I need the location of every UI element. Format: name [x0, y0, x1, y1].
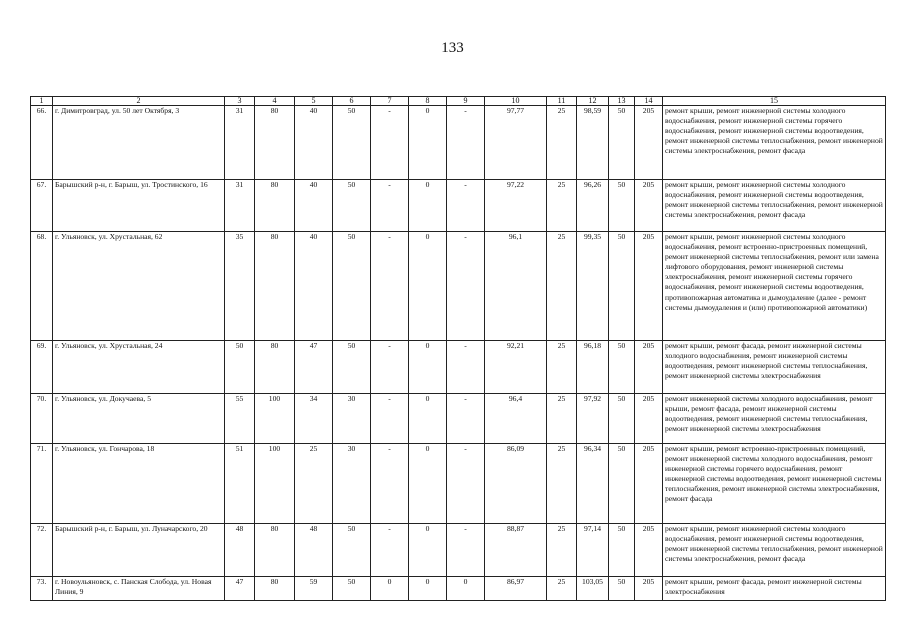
col-13: 50	[609, 524, 635, 577]
address: Барышский р-н, г. Барыш, ул. Луначарского, 20	[53, 524, 225, 577]
col-9: -	[447, 106, 485, 180]
column-header-3: 3	[225, 97, 255, 106]
table-row	[31, 577, 886, 601]
row-number: 72.	[31, 524, 53, 577]
col-4: 80	[255, 180, 295, 232]
col-5: 34	[295, 394, 333, 444]
table-row	[31, 180, 886, 232]
col-3: 35	[225, 232, 255, 341]
col-8: 0	[409, 180, 447, 232]
col-4: 80	[255, 577, 295, 601]
col-10: 86,97	[485, 577, 547, 601]
table-row	[31, 524, 886, 577]
col-11: 25	[547, 341, 577, 394]
col-3: 48	[225, 524, 255, 577]
col-7: -	[371, 106, 409, 180]
row-number: 70.	[31, 394, 53, 444]
col-10: 97,22	[485, 180, 547, 232]
col-14: 205	[635, 232, 663, 341]
col-12: 96,34	[577, 444, 609, 524]
col-7: -	[371, 341, 409, 394]
column-header-6: 6	[333, 97, 371, 106]
col-13: 50	[609, 341, 635, 394]
col-8: 0	[409, 232, 447, 341]
column-header-10: 10	[485, 97, 547, 106]
col-7: -	[371, 524, 409, 577]
col-5: 40	[295, 232, 333, 341]
row-number: 66.	[31, 106, 53, 180]
col-7: -	[371, 232, 409, 341]
col-6: 50	[333, 341, 371, 394]
col-6: 50	[333, 232, 371, 341]
col-5: 40	[295, 180, 333, 232]
col-7: -	[371, 394, 409, 444]
col-10: 97,77	[485, 106, 547, 180]
work-types: ремонт крыши, ремонт инженерной системы холодного водоснабжения, ремонт инженерной системы водоотведения, ремонт инженерной системы теплоснабжения, ремонт инженерной системы электроснабжения, ремонт фасада	[663, 180, 886, 232]
table-row	[31, 394, 886, 444]
work-types: ремонт крыши, ремонт встроенно-пристроенных помещений, ремонт инженерной системы холодного водоснабжения, ремонт инженерной системы горячего водоснабжения, ремонт инженерной системы водоотведения, ремонт инженерной системы теплоснабжения, ремонт инженерной системы электроснабжения, ремонт фасада	[663, 444, 886, 524]
col-5: 25	[295, 444, 333, 524]
col-13: 50	[609, 444, 635, 524]
col-14: 205	[635, 444, 663, 524]
col-7: 0	[371, 577, 409, 601]
address: г. Ульяновск, ул. Гончарова, 18	[53, 444, 225, 524]
col-14: 205	[635, 341, 663, 394]
address: г. Ульяновск, ул. Хрустальная, 62	[53, 232, 225, 341]
page-number: 133	[441, 40, 464, 56]
col-4: 80	[255, 232, 295, 341]
col-7: -	[371, 180, 409, 232]
col-3: 51	[225, 444, 255, 524]
col-4: 80	[255, 106, 295, 180]
col-4: 80	[255, 341, 295, 394]
col-10: 96,4	[485, 394, 547, 444]
col-11: 25	[547, 394, 577, 444]
col-4: 100	[255, 394, 295, 444]
col-9: -	[447, 341, 485, 394]
col-10: 86,09	[485, 444, 547, 524]
col-3: 55	[225, 394, 255, 444]
column-header-14: 14	[635, 97, 663, 106]
col-14: 205	[635, 394, 663, 444]
col-11: 25	[547, 524, 577, 577]
row-number: 69.	[31, 341, 53, 394]
column-header-7: 7	[371, 97, 409, 106]
table-row	[31, 232, 886, 341]
row-number: 67.	[31, 180, 53, 232]
col-5: 59	[295, 577, 333, 601]
col-6: 50	[333, 180, 371, 232]
col-3: 47	[225, 577, 255, 601]
col-7: -	[371, 444, 409, 524]
col-11: 25	[547, 180, 577, 232]
address: Барышский р-н, г. Барыш, ул. Тростинского, 16	[53, 180, 225, 232]
col-8: 0	[409, 394, 447, 444]
col-11: 25	[547, 444, 577, 524]
col-8: 0	[409, 524, 447, 577]
col-14: 205	[635, 180, 663, 232]
col-13: 50	[609, 232, 635, 341]
address: г. Димитровград, ул. 50 лет Октября, 3	[53, 106, 225, 180]
table-row	[31, 106, 886, 180]
col-6: 50	[333, 106, 371, 180]
work-types: ремонт крыши, ремонт инженерной системы холодного водоснабжения, ремонт встроенно-пристроенных помещений, ремонт инженерной системы теплоснабжения, ремонт или замена лифтового оборудования, ремонт инженерной системы электроснабжения, ремонт инженерной системы горячего водоснабжения, ремонт инженерной системы водоотведения, противопожарная автоматика и дымоудаление (далее - ремонт системы дымоудаления и (или) противопожарной автоматики)	[663, 232, 886, 341]
col-11: 25	[547, 577, 577, 601]
col-13: 50	[609, 394, 635, 444]
column-header-5: 5	[295, 97, 333, 106]
row-number: 71.	[31, 444, 53, 524]
address: г. Ульяновск, ул. Хрустальная, 24	[53, 341, 225, 394]
col-9: -	[447, 232, 485, 341]
col-13: 50	[609, 180, 635, 232]
col-4: 80	[255, 524, 295, 577]
col-12: 97,14	[577, 524, 609, 577]
col-10: 92,21	[485, 341, 547, 394]
col-14: 205	[635, 577, 663, 601]
col-9: 0	[447, 577, 485, 601]
col-3: 31	[225, 180, 255, 232]
address: г. Новоульяновск, с. Панская Слобода, ул. Новая Линия, 9	[53, 577, 225, 601]
column-header-15: 15	[663, 97, 886, 106]
col-12: 96,18	[577, 341, 609, 394]
table-row	[31, 444, 886, 524]
column-header-8: 8	[409, 97, 447, 106]
col-12: 97,92	[577, 394, 609, 444]
col-8: 0	[409, 341, 447, 394]
col-6: 50	[333, 577, 371, 601]
table-row	[31, 341, 886, 394]
col-9: -	[447, 444, 485, 524]
col-9: -	[447, 524, 485, 577]
col-10: 88,87	[485, 524, 547, 577]
row-number: 73.	[31, 577, 53, 601]
work-types: ремонт инженерной системы холодного водоснабжения, ремонт крыши, ремонт фасада, ремонт инженерной системы водоотведения, ремонт инженерной системы теплоснабжения, ремонт инженерной системы электроснабжения	[663, 394, 886, 444]
col-12: 99,35	[577, 232, 609, 341]
work-types: ремонт крыши, ремонт инженерной системы холодного водоснабжения, ремонт инженерной системы горячего водоснабжения, ремонт инженерной системы водоотведения, ремонт инженерной системы теплоснабжения, ремонт инженерной системы электроснабжения, ремонт фасада	[663, 106, 886, 180]
col-9: -	[447, 180, 485, 232]
col-11: 25	[547, 232, 577, 341]
row-number: 68.	[31, 232, 53, 341]
col-3: 31	[225, 106, 255, 180]
col-12: 103,05	[577, 577, 609, 601]
repair-program-table	[30, 96, 886, 601]
work-types: ремонт крыши, ремонт инженерной системы холодного водоснабжения, ремонт инженерной системы водоотведения, ремонт инженерной системы теплоснабжения, ремонт инженерной системы электроснабжения, ремонт фасада	[663, 524, 886, 577]
col-13: 50	[609, 106, 635, 180]
col-4: 100	[255, 444, 295, 524]
column-header-12: 12	[577, 97, 609, 106]
col-8: 0	[409, 106, 447, 180]
column-header-4: 4	[255, 97, 295, 106]
col-12: 98,59	[577, 106, 609, 180]
address: г. Ульяновск, ул. Докучаева, 5	[53, 394, 225, 444]
col-14: 205	[635, 524, 663, 577]
col-3: 50	[225, 341, 255, 394]
col-8: 0	[409, 444, 447, 524]
header-row	[31, 97, 886, 106]
work-types: ремонт крыши, ремонт фасада, ремонт инженерной системы электроснабжения	[663, 577, 886, 601]
col-6: 30	[333, 394, 371, 444]
col-14: 205	[635, 106, 663, 180]
column-header-13: 13	[609, 97, 635, 106]
column-header-11: 11	[547, 97, 577, 106]
col-6: 50	[333, 524, 371, 577]
col-12: 96,26	[577, 180, 609, 232]
column-header-1: 1	[31, 97, 53, 106]
col-5: 47	[295, 341, 333, 394]
col-5: 48	[295, 524, 333, 577]
col-9: -	[447, 394, 485, 444]
col-13: 50	[609, 577, 635, 601]
column-header-2: 2	[53, 97, 225, 106]
col-5: 40	[295, 106, 333, 180]
col-10: 96,1	[485, 232, 547, 341]
col-6: 30	[333, 444, 371, 524]
column-header-9: 9	[447, 97, 485, 106]
col-8: 0	[409, 577, 447, 601]
col-11: 25	[547, 106, 577, 180]
work-types: ремонт крыши, ремонт фасада, ремонт инженерной системы холодного водоснабжения, ремонт инженерной системы водоотведения, ремонт инженерной системы теплоснабжения, ремонт инженерной системы электроснабжения	[663, 341, 886, 394]
